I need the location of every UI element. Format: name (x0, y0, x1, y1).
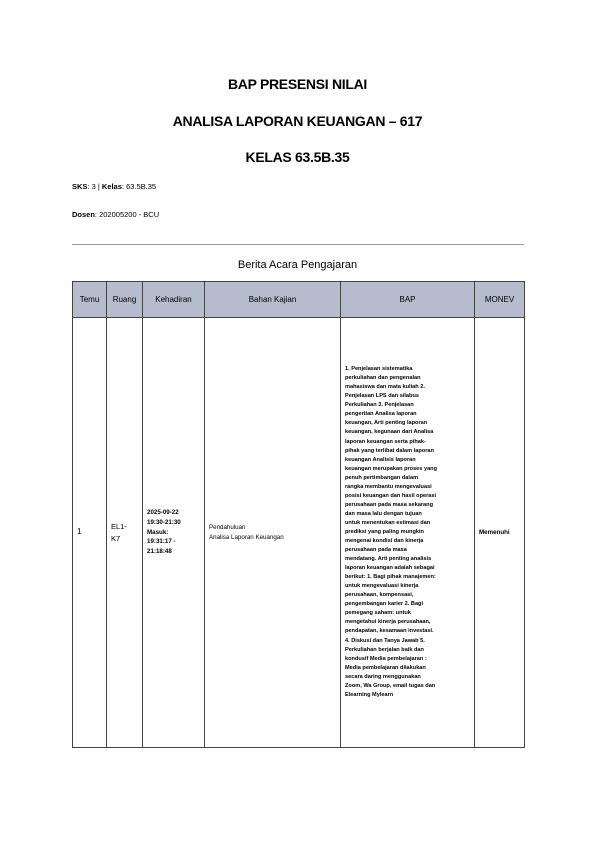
bap-line: keuangan Analisis laporan (345, 456, 416, 463)
bap-line: pengertian Analisa laporan (345, 411, 417, 418)
bap-line: 4. Diskusi dan Tanya Jawab 5. (345, 637, 425, 644)
cell-temu: 1 (73, 318, 107, 748)
bap-line: keuangan, kegunaan dari Analisa (345, 429, 434, 436)
col-header-bap: BAP (341, 282, 475, 318)
bap-line: Perkuliahan berjalan baik dan (345, 646, 424, 653)
bap-line: kondusif Media pembelajaran : (345, 655, 427, 662)
kelas-label: Kelas (101, 182, 122, 191)
bap-table (72, 281, 525, 748)
bap-line: Media pembelajaran dilakukan (345, 664, 426, 671)
dosen-value: : 202005200 - BCU (94, 210, 160, 219)
bap-line: perusahaan pada masa sekarang (345, 501, 433, 508)
ruang-line: EL1- (111, 522, 127, 532)
bahan-line: Analisa Laporan Keuangan (209, 533, 284, 541)
dosen-line (72, 210, 159, 219)
bap-line: berikut: 1. Bagi pihak manajemen: (345, 574, 436, 581)
dosen-label: Dosen (72, 210, 95, 219)
ruang-line: K7 (111, 533, 121, 543)
table-header-row (73, 282, 525, 318)
col-header-ruang: Ruang (107, 282, 143, 318)
kelas-value: : 63.5B.35 (121, 182, 157, 191)
table-row (73, 318, 525, 748)
col-header-monev: MONEV (475, 282, 525, 318)
bap-line: untuk menentukan estimasi dan (345, 519, 431, 526)
bap-line: pendapatan, kesamaan investasi. (345, 628, 434, 635)
sks-value: : 3 | (87, 182, 102, 191)
bap-line: posisi keuangan dan hasil operasi (345, 492, 437, 499)
bap-line: 1. Penjelasan sistematika (345, 366, 413, 373)
bap-line: Penjelasan LPS dan silabus (345, 393, 419, 400)
bap-line: mengetahui kinerja perusahaan, (345, 619, 431, 626)
cell-ruang (107, 318, 143, 748)
class-title: KELAS 63.5B.35 (245, 149, 350, 165)
bap-line: prediksi yang paling mungkin (345, 528, 424, 535)
bap-line: perusahaan pada masa (345, 547, 407, 554)
bap-line: dan masa lalu dengan tujuan (345, 510, 422, 517)
bap-line: Zoom, Wa Group, email tugas dan (345, 682, 436, 689)
bap-line: perkuliahan dan pengenalan (345, 375, 421, 382)
bap-line: perusahaan, kompensasi, (345, 592, 414, 599)
bap-line: keuangan, Arti penting laporan (345, 420, 428, 427)
cell-monev: Memenuhi (475, 318, 525, 748)
bap-line: Elearning Mylearn (345, 691, 394, 698)
bap-line: penuh pertimbangan dalam (345, 474, 419, 481)
bahan-line: Pendahuluan (209, 523, 246, 531)
bap-line: mengenai kondisi dan kinerja (345, 538, 424, 545)
bap-line: pemegang saham: untuk (345, 610, 411, 617)
bap-line: laporan keuangan serta pihak- (345, 438, 426, 445)
bap-line: rangka membantu mengevaluasi (345, 483, 432, 490)
page-title: BAP PRESENSI NILAI (227, 76, 368, 92)
sks-kelas-line (72, 182, 156, 191)
col-header-bahan-kajian: Bahan Kajian (205, 282, 341, 318)
bap-line: pihak yang terlibat dalam laporan (345, 447, 434, 454)
section-title: Berita Acara Pengajaran (237, 259, 358, 271)
bap-line: mendatang. Arti penting analisis (345, 556, 432, 563)
col-header-temu: Temu (73, 282, 107, 318)
bap-line: mahasiswa dan mata kuliah 2. (345, 384, 425, 391)
kehadiran-line: 2025-09-22 (147, 509, 179, 517)
kehadiran-line: 21:18:48 (147, 547, 172, 555)
col-header-kehadiran: Kehadiran (143, 282, 205, 318)
bap-line: laporan keuangan adalah sebagai (345, 565, 435, 572)
sks-label: SKS (72, 182, 88, 191)
kehadiran-line: Masuk: (147, 528, 169, 536)
course-title: ANALISA LAPORAN KEUANGAN – 617 (172, 113, 423, 129)
cell-kehadiran (143, 318, 205, 748)
kehadiran-line: 19:30-21:30 (147, 519, 181, 527)
bap-line: secara daring menggunakan (345, 673, 421, 680)
cell-bahan-kajian (205, 318, 341, 748)
divider (72, 244, 524, 245)
bap-line: pengembangan karier 2. Bagi (345, 601, 424, 608)
bap-line: keuangan merupakan proses yang (345, 465, 438, 472)
bap-line: untuk mengevaluasi kinerja (345, 583, 419, 590)
cell-bap (341, 318, 475, 748)
bap-line: Perkuliahan 3. Penjelasan (345, 402, 414, 409)
kehadiran-line: 19:31:17 - (147, 538, 176, 546)
